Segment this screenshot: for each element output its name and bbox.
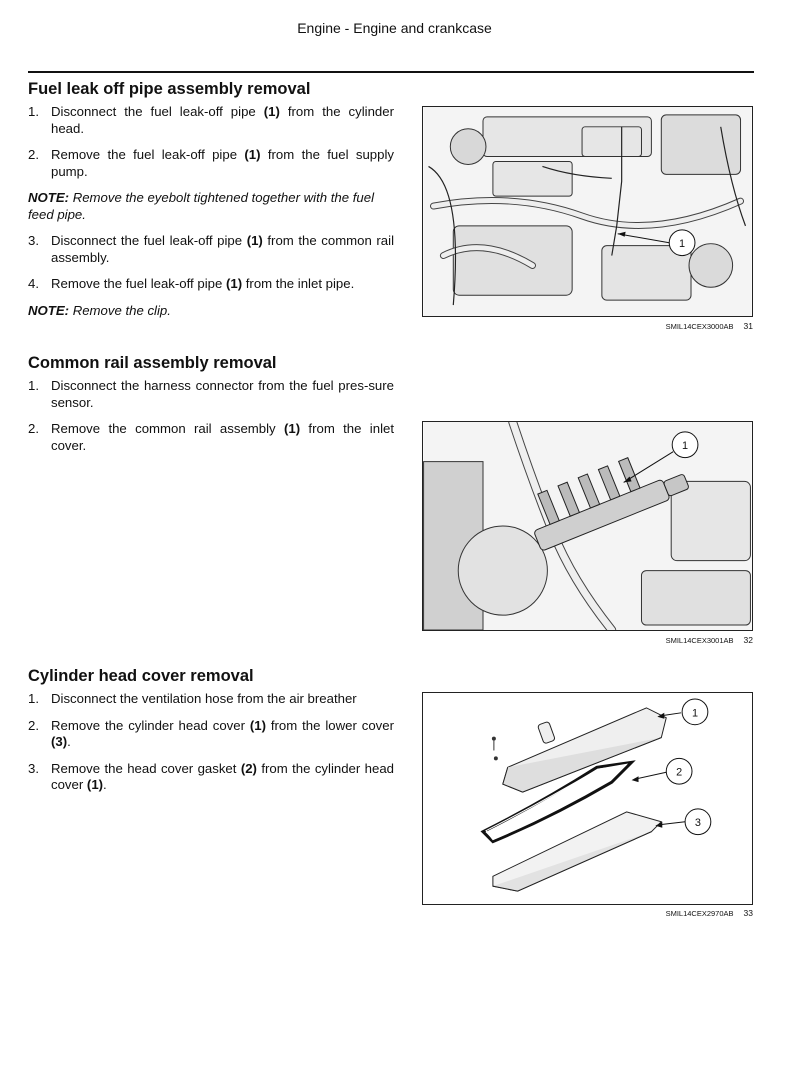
step-list <box>28 233 394 293</box>
callout-1: 1 <box>691 707 699 720</box>
section-title: Common rail assembly removal <box>28 354 277 372</box>
engine-illustration <box>423 107 752 316</box>
step-item: 2. Remove the fuel leak-off pipe (1) from the fuel supply pump. <box>28 147 394 179</box>
section-title: Cylinder head cover removal <box>28 667 254 685</box>
note: NOTE: Remove the clip. <box>28 302 171 318</box>
callout-2: 2 <box>676 766 683 779</box>
figure-caption: SMIL14CEX3001AB 32 <box>665 635 753 645</box>
section-common-rail <box>28 354 394 464</box>
section-title: Fuel leak off pipe assembly removal <box>28 80 311 98</box>
step-item: 4. Remove the fuel leak-off pipe (1) from the inlet pipe. <box>28 276 355 291</box>
step-list <box>28 378 394 454</box>
step-list <box>28 691 394 794</box>
step-item: 3. Disconnect the fuel leak-off pipe (1) from the common rail assembly. <box>28 233 394 265</box>
page-header: Engine - Engine and crankcase <box>297 20 492 36</box>
figure-common-rail <box>422 421 753 631</box>
figure-fuel-leak-off-pipe <box>422 106 753 317</box>
step-item: 3. Remove the head cover gasket (2) from the cylinder head cover (1). <box>28 760 394 792</box>
step-item: 2. Remove the common rail assembly (1) from the inlet cover. <box>28 421 394 453</box>
common-rail-illustration <box>423 422 752 630</box>
step-item: 1. Disconnect the fuel leak-off pipe (1) from the cylinder head. <box>28 104 394 136</box>
note: NOTE: Remove the eyebolt tightened together with the fuel feed pipe. <box>28 190 375 222</box>
step-list <box>28 104 394 180</box>
step-item: 1. Disconnect the ventilation hose from the air breather <box>28 691 357 706</box>
step-item: 2. Remove the cylinder head cover (1) from the lower cover (3). <box>28 717 394 749</box>
head-cover-exploded-view <box>423 693 752 904</box>
callout-3: 3 <box>694 817 701 830</box>
section-fuel-leak-off <box>28 80 394 329</box>
header-rule <box>28 71 754 73</box>
callout-1: 1 <box>679 238 686 251</box>
figure-cylinder-head-cover <box>422 692 753 905</box>
step-item: 1. Disconnect the harness connector from the fuel pres-sure sensor. <box>28 378 394 410</box>
figure-caption: SMIL14CEX2970AB 33 <box>665 908 753 918</box>
figure-caption: SMIL14CEX3000AB 31 <box>665 321 753 331</box>
callout-1: 1 <box>682 440 689 453</box>
section-cylinder-head-cover <box>28 667 394 804</box>
